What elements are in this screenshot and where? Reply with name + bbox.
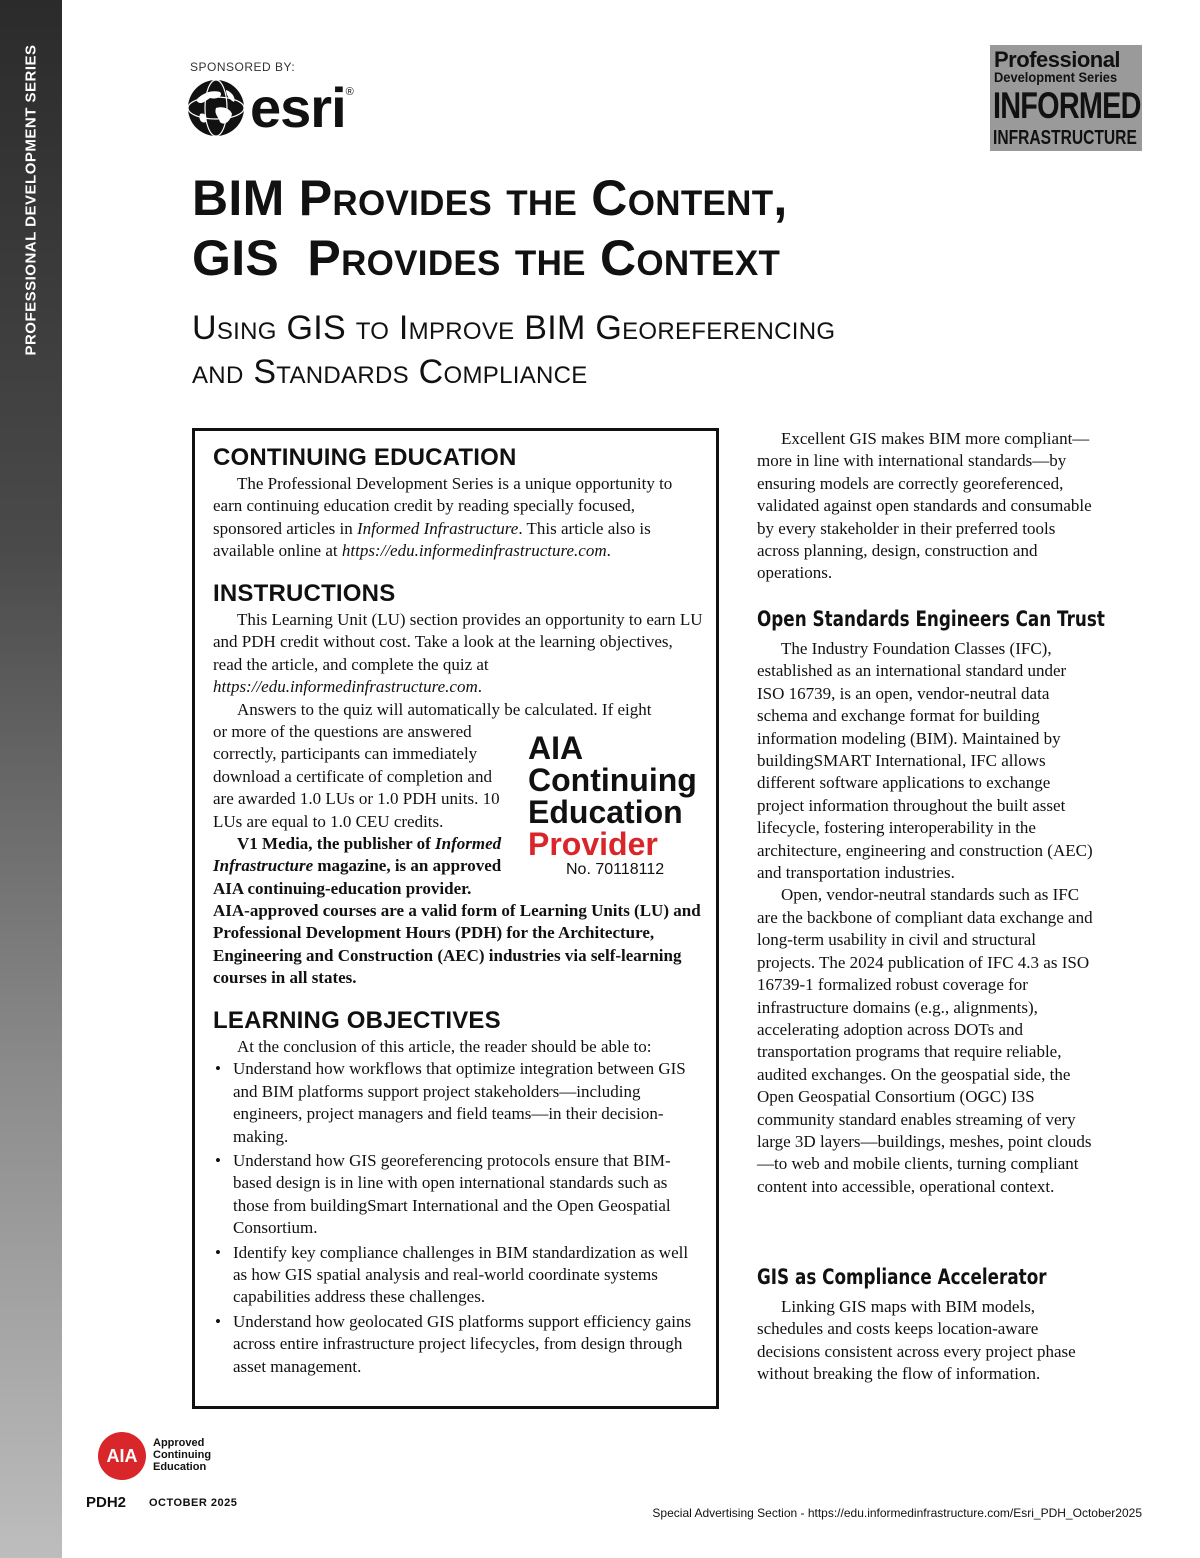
list-item: • Identify key compliance challenges in BIM standardization as well as how GIS spatial analysis and real-world coordinate systems capabilities address these challenges. — [213, 1242, 703, 1309]
esri-logo — [186, 76, 354, 140]
section-heading-compliance: GIS as Compliance Accelerator — [757, 1265, 1047, 1289]
instructions-p2-first — [213, 699, 703, 721]
sidebar-label: PROFESSIONAL DEVELOPMENT SERIES — [22, 44, 40, 356]
ce-text-c: . — [606, 541, 611, 561]
instructions-p3-pub: Informed Infrastructure — [213, 834, 502, 876]
aia-provider-line1: AIA — [528, 730, 584, 766]
aia-provider-line2: Continuing — [528, 762, 697, 798]
section-compliance-body — [757, 1296, 1093, 1386]
ce-publication-name: Informed Infrastructure — [357, 518, 519, 538]
learning-objectives-body — [213, 1036, 703, 1380]
instructions-text: This Learning Unit (LU) section provides an opportunity to earn LU and PDH credit without cost. Take a look at the learning objectives, read the article, and complete the quiz at — [213, 610, 703, 674]
subtitle-line-1: Using GIS to Improve BIM Georeferencing — [192, 309, 836, 347]
instructions-p4 — [213, 900, 703, 990]
instructions-text-end: . — [477, 677, 482, 697]
objectives-list — [213, 1058, 703, 1378]
sponsor-label: SPONSORED BY: — [190, 60, 296, 74]
subtitle-line-2: and Standards Compliance — [192, 353, 588, 391]
aia-provider-logo — [528, 732, 697, 880]
instructions-p4-text: AIA-approved courses are a valid form of Learning Units (LU) and Professional Development Hours (PDH) for the Architecture, Engineering and Construction (AEC) industries via self-learning courses in all states. — [213, 901, 701, 988]
sidebar-band — [0, 0, 62, 1558]
aia-provider-line3: Education — [528, 794, 683, 830]
continuing-education-text — [213, 473, 703, 563]
instructions-link[interactable]: https://edu.informedinfrastructure.com — [213, 677, 478, 697]
instructions-heading: INSTRUCTIONS — [213, 580, 396, 607]
section-open-standards-body — [757, 638, 1093, 1198]
aia-provider-number: No. 70118112 — [566, 861, 665, 878]
registered-mark: ® — [345, 86, 354, 98]
aia-provider-line4: Provider — [528, 826, 658, 862]
instructions-p3-a: V1 Media, the publisher of — [237, 834, 436, 853]
badge-line1: Approved — [153, 1437, 205, 1449]
open-standards-p2: Open, vendor-neutral standards such as IFC are the backbone of compliant data exchange and long-term usability in civil and structural projects. The 2024 publication of IFC 4.3 as ISO 16739-1 formalized robust coverage for infrastructure domains (e.g., alignments), accelerating adoption across DOTs and transportation programs that require reliable, audited exchanges. On the geospatial side, the Open Geospatial Consortium (OGC) I3S community standard enables streaming of very large 3D layers—buildings, meshes, point clouds—to web and mobile clients, turning compliant content into accessible, operational context. — [757, 885, 1093, 1196]
instructions-p3-c: magazine, is an approved AIA continuing-education provider. — [213, 856, 502, 898]
page-subtitle — [192, 306, 835, 394]
instructions-p2-line1: Answers to the quiz will automatically be calculated. If eight — [237, 700, 652, 719]
footer-note: Special Advertising Section - https://edu.informedinfrastructure.com/Esri_PDH_October2025 — [652, 1506, 1142, 1520]
instructions-p2-body: or more of the questions are answered correctly, participants can immediately download a certificate of completion and are awarded 1.0 LUs or 1.0 PDH units. 10 LUs are equal to 1.0 CEU credits. — [213, 722, 500, 831]
list-item: • Understand how workflows that optimize integration between GIS and BIM platforms support project stakeholders—including engineers, project managers and field teams—in their decision-making. — [213, 1058, 703, 1148]
ce-text-b: . This article also is available online at — [213, 518, 651, 561]
compliance-p1: Linking GIS maps with BIM models, schedules and costs keeps location-aware decisions consistent across every project phase without breaking the flow of information. — [757, 1297, 1076, 1384]
list-item: • Understand how GIS georeferencing protocols ensure that BIM-based design is in line with open international standards such as those from buildingSmart International and the Open Geospatial Consortium. — [213, 1150, 703, 1240]
issue-date: OCTOBER 2025 — [149, 1497, 238, 1509]
article-intro-text: Excellent GIS makes BIM more compliant—more in line with international standards—by ensuring models are correctly georeferenced, validated against open standards and consumable by every stakeholder in their preferred tools across planning, design, construction and operations. — [757, 429, 1092, 583]
title-line-2: GIS Provides the Context — [192, 230, 781, 286]
section-heading-open-standards: Open Standards Engineers Can Trust — [757, 607, 1105, 631]
series-logo-line2: Development Series — [994, 69, 1118, 85]
badge-line2: Continuing — [153, 1449, 212, 1461]
learning-objectives-intro: At the conclusion of this article, the reader should be able to: — [237, 1037, 652, 1056]
ce-text-a: The Professional Development Series is a unique opportunity to earn continuing education credit by reading specially focused, sponsored articles in — [213, 474, 673, 538]
list-item: • Understand how geolocated GIS platforms support efficiency gains across entire infrastructure project lifecycles, from design through asset management. — [213, 1311, 703, 1378]
instructions-p2-rest — [213, 721, 513, 833]
instructions-p1 — [213, 609, 703, 699]
title-line-1: BIM Provides the Content, — [192, 170, 788, 226]
aia-badge-icon: AIA — [98, 1432, 146, 1480]
instructions-p3 — [213, 833, 513, 900]
continuing-education-heading: CONTINUING EDUCATION — [213, 444, 517, 471]
aia-badge-label — [153, 1437, 211, 1473]
badge-line3: Education — [153, 1461, 207, 1473]
page-number: PDH2 — [86, 1494, 127, 1511]
learning-objectives-heading: LEARNING OBJECTIVES — [213, 1007, 501, 1034]
series-logo-line3: INFORMED — [993, 85, 1141, 126]
page-title — [192, 168, 788, 288]
ce-link[interactable]: https://edu.informedinfrastructure.com — [341, 541, 607, 561]
series-logo-line4: INFRASTRUCTURE — [993, 127, 1137, 149]
open-standards-p1: The Industry Foundation Classes (IFC), established as an international standard under ISO 16739, is an open, vendor-neutral data schema and exchange format for building information modeling (BIM). Maintained by buildingSMART International, IFC allows different software applications to exchange project information throughout the built asset lifecycle, fostering interoperability in the architecture, engineering and construction (AEC) and transportation industries. — [757, 639, 1093, 883]
esri-wordmark: esri — [250, 76, 346, 139]
series-logo-line1: Professional — [994, 47, 1121, 72]
globe-icon — [186, 78, 246, 138]
series-logo — [990, 45, 1142, 151]
article-intro — [757, 428, 1093, 585]
